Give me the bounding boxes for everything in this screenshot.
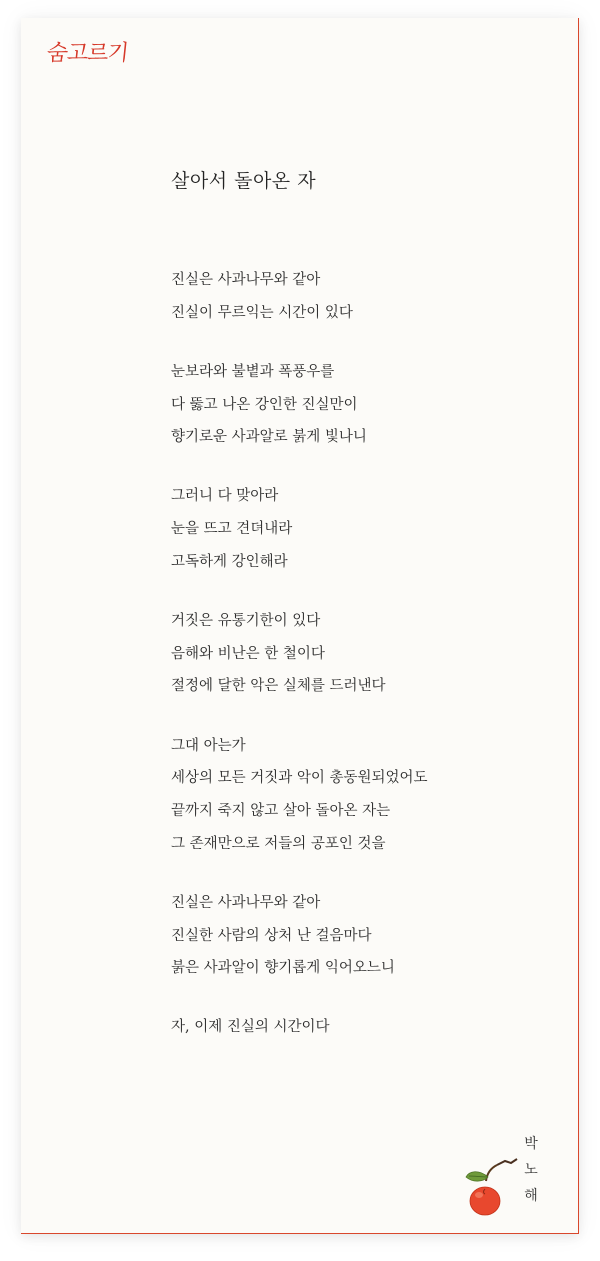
signature-char: 노 (524, 1162, 538, 1178)
poem-title: 살아서 돌아온 자 (171, 170, 317, 192)
poem-line: 거짓은 유통기한이 있다 (171, 613, 321, 629)
brand-logo[interactable]: 숨고르기 (45, 41, 130, 66)
poem-line: 음해와 비난은 한 철이다 (171, 645, 325, 662)
poem-line: 진실이 무르익는 시간이 있다 (171, 304, 353, 321)
signature-char: 박 (524, 1136, 538, 1152)
poem-line: 향기로운 사과알로 붉게 빛나니 (171, 429, 367, 446)
poem-line: 그러니 다 맞아라 (171, 488, 279, 505)
poem-line: 절정에 달한 악은 실체를 드러낸다 (171, 678, 386, 695)
poem-line: 다 뚫고 나온 강인한 진실만이 (171, 396, 358, 413)
author-signature (461, 1123, 561, 1223)
poem-line: 그 존재만으로 저들의 공포인 것을 (171, 835, 386, 852)
poem-stanza (171, 356, 561, 454)
poem-line: 고독하게 강인해라 (171, 553, 288, 570)
poem-line: 붉은 사과알이 향기롭게 익어오느니 (171, 960, 395, 977)
poem-line: 자, 이제 진실의 시간이다 (171, 1019, 330, 1036)
poem-line: 진실은 사과나무와 같아 (171, 894, 321, 911)
apple-icon (461, 1151, 521, 1223)
poem-stanza (171, 480, 561, 578)
author-name (521, 1131, 541, 1209)
poem-stanza (171, 605, 561, 703)
poem-stanza (171, 1011, 561, 1044)
poem-card (21, 18, 579, 1234)
poem-stanza (171, 730, 561, 861)
poem-stanza (171, 887, 561, 985)
poem-line: 눈보라와 불볕과 폭풍우를 (171, 363, 335, 380)
poem-line: 그대 아는가 (171, 737, 246, 754)
poem-line: 진실한 사람의 상처 난 걸음마다 (171, 927, 372, 944)
poem-line: 끝까지 죽지 않고 살아 돌아온 자는 (171, 802, 391, 819)
poem-line: 눈을 뜨고 견뎌내라 (171, 521, 293, 538)
poem-line: 진실은 사과나무와 같아 (171, 272, 321, 288)
poem-stanza (171, 264, 561, 329)
signature-char: 해 (524, 1188, 538, 1204)
poem-line: 세상의 모든 거짓과 악이 총동원되었어도 (171, 770, 428, 787)
poem-body (171, 264, 561, 1071)
